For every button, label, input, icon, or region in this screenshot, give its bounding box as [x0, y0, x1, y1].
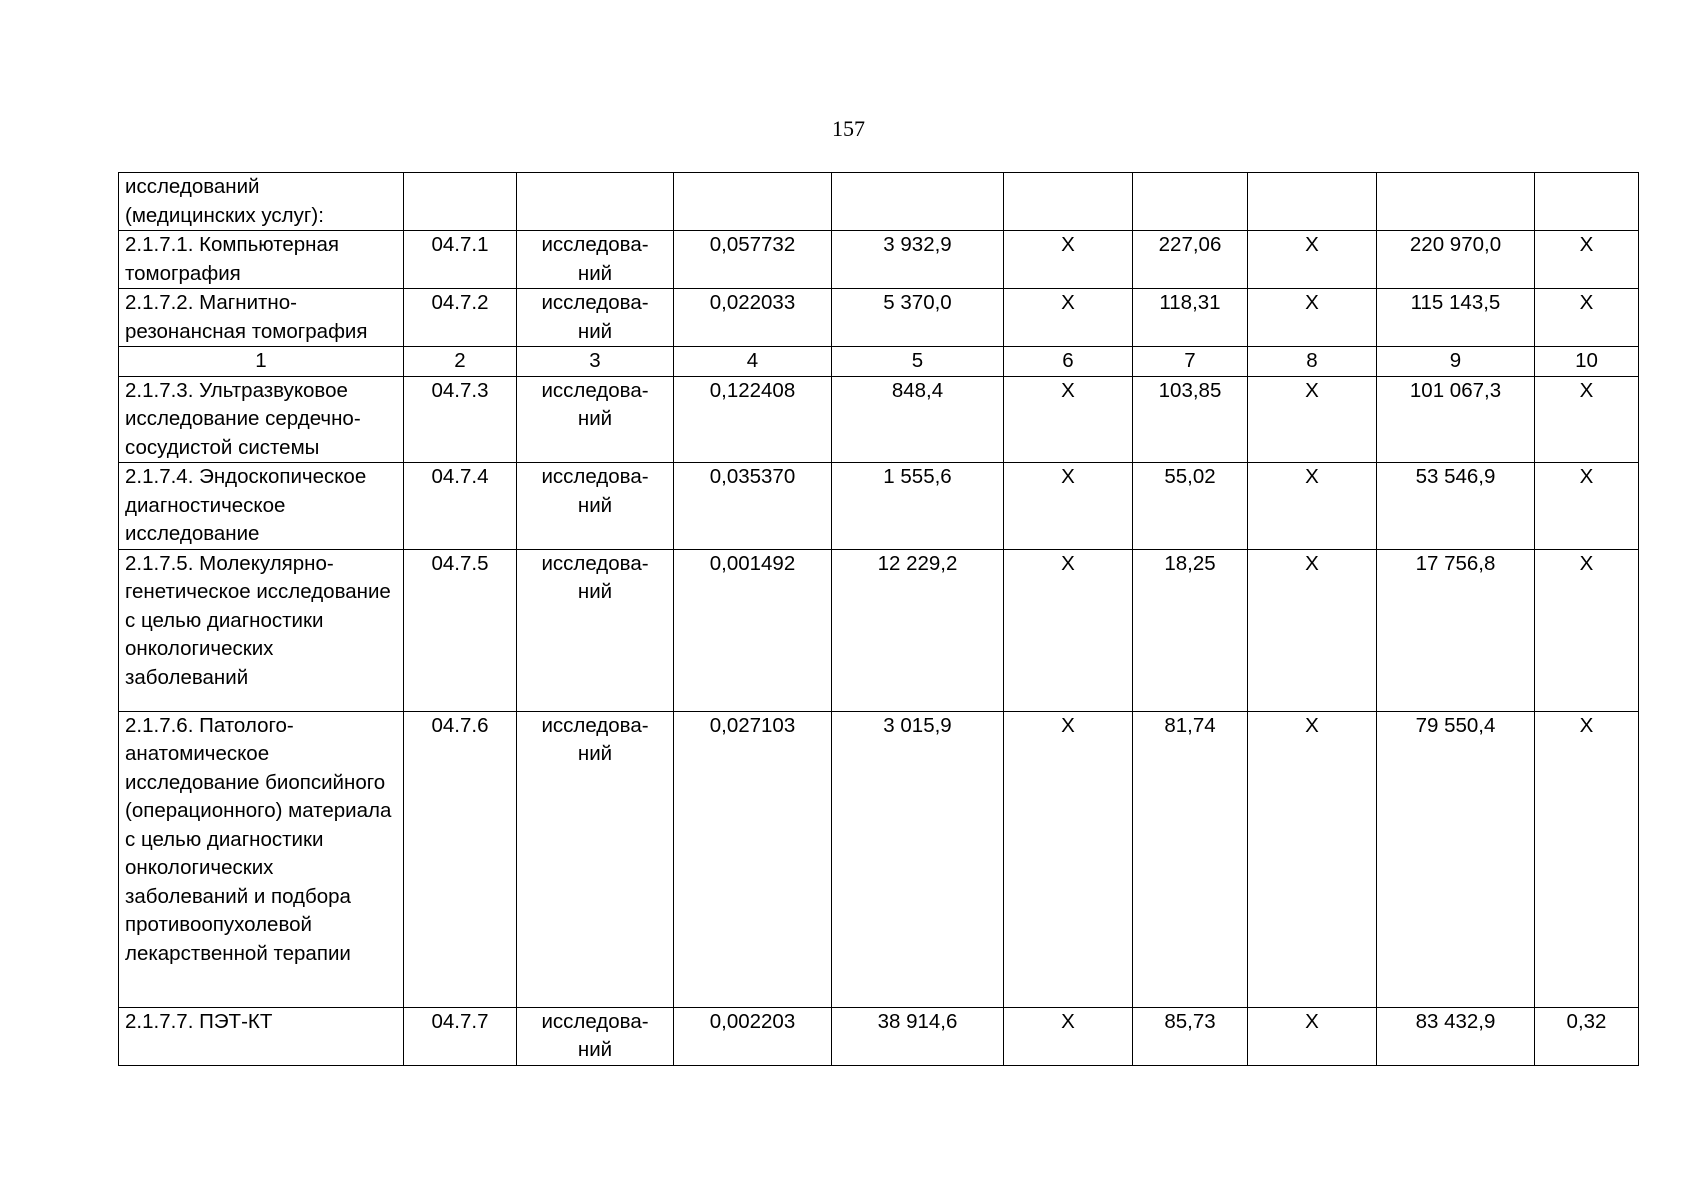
cell-text: 2.1.7.3. Ультразвуковое исследование сердечно-сосудистой системы — [125, 378, 361, 459]
continuation-row-col-7-cell — [1133, 173, 1248, 231]
table-row-col-6-cell — [1004, 1007, 1133, 1065]
continuation-row-col-10-cell — [1535, 173, 1639, 231]
cell-text: исследова- — [541, 291, 649, 314]
cell-text: 3 — [589, 349, 601, 372]
cell-text: ний — [577, 319, 613, 343]
cell-text: 2.1.7.6. Патолого-анатомическое исследование биопсийного (операционного) материала с целью диагностики онкологических заболеваний и подбора противоопухолевой лекарственной терапии — [125, 713, 392, 965]
cell-text: 04.7.2 — [431, 291, 489, 314]
table-row-col-10-cell — [1535, 231, 1639, 289]
cell-text: 10 — [1575, 349, 1598, 372]
table-row-unit-cell — [517, 711, 674, 1007]
table-row-unit-cell — [517, 231, 674, 289]
cell-text: исследова- — [541, 713, 649, 737]
table-row-cost-per-unit-cell — [832, 231, 1004, 289]
table-row-cost-per-unit-cell — [832, 711, 1004, 1007]
cell-text: 2.1.7.7. ПЭТ-КТ — [125, 1009, 273, 1033]
table-row-col-7-cell — [1133, 463, 1248, 550]
table-body — [119, 173, 1639, 1066]
cell-text: X — [1061, 233, 1075, 256]
table-row-norm-volume-cell — [674, 549, 832, 711]
table-row-col-7-cell — [1133, 376, 1248, 463]
cell-text: 83 432,9 — [1415, 1009, 1496, 1033]
column-number-row-col-6-cell — [1004, 347, 1133, 377]
table-row — [119, 549, 1639, 711]
cell-text: 04.7.5 — [431, 551, 489, 575]
table-row-col-8-cell — [1248, 711, 1377, 1007]
column-number-row-col-10-cell — [1535, 347, 1639, 377]
cell-text: (медицинских услуг): — [125, 203, 324, 227]
cell-text: 53 546,9 — [1415, 465, 1496, 488]
table-row — [119, 376, 1639, 463]
cell-text: 220 970,0 — [1409, 233, 1502, 256]
table-row — [119, 463, 1639, 550]
cell-text: 04.7.4 — [431, 465, 489, 488]
table-row-unit-cell — [517, 376, 674, 463]
table-row-col-7-cell — [1133, 231, 1248, 289]
table-row-row-code-cell — [404, 289, 517, 347]
cell-text: ний — [577, 493, 613, 517]
cell-text: 115 143,5 — [1410, 291, 1501, 314]
table-row-col-8-cell — [1248, 289, 1377, 347]
cell-text: 2.1.7.2. Магнитно-резонансная томография — [125, 291, 368, 343]
table-row-row-code-cell — [404, 376, 517, 463]
cell-text: 0,027103 — [709, 713, 796, 737]
column-number-row-col-7-cell — [1133, 347, 1248, 377]
cell-text: 101 067,3 — [1409, 378, 1502, 402]
table-row-col-6-cell — [1004, 376, 1133, 463]
cell-text: 1 555,6 — [883, 465, 952, 488]
cell-text: X — [1579, 233, 1594, 256]
continuation-row-col-9-cell — [1377, 173, 1535, 231]
cell-text: 9 — [1449, 349, 1462, 372]
cell-text: ний — [577, 261, 613, 285]
table-row-col-8-cell — [1248, 463, 1377, 550]
column-number-row-service-name-cell — [119, 347, 404, 377]
column-number-row-unit-cell — [517, 347, 674, 377]
table-row-col-8-cell — [1248, 1007, 1377, 1065]
cell-text: 38 914,6 — [877, 1009, 958, 1033]
continuation-row-row-code-cell — [404, 173, 517, 231]
cell-text: X — [1305, 551, 1319, 575]
column-number-row-col-8-cell — [1248, 347, 1377, 377]
services-table — [118, 172, 1639, 1066]
continuation-row-col-8-cell — [1248, 173, 1377, 231]
table-row-col-7-cell — [1133, 711, 1248, 1007]
table-row — [119, 711, 1639, 1007]
continuation-row-service-name-cell — [119, 173, 404, 231]
table-row-row-code-cell — [404, 463, 517, 550]
cell-text: 1 — [255, 349, 267, 372]
cell-text: X — [1579, 465, 1594, 488]
table-row-col-6-cell — [1004, 289, 1133, 347]
cell-text: 79 550,4 — [1415, 713, 1496, 737]
cell-text: 0,32 — [1566, 1009, 1607, 1033]
table-row-service-name-cell — [119, 1007, 404, 1065]
cell-text: 0,022033 — [709, 291, 796, 314]
table-row-service-name-cell — [119, 376, 404, 463]
table-row-col-10-cell — [1535, 1007, 1639, 1065]
table-row-col-7-cell — [1133, 549, 1248, 711]
table-row-unit-cell — [517, 289, 674, 347]
table-row-col-10-cell — [1535, 376, 1639, 463]
table-row-col-8-cell — [1248, 376, 1377, 463]
column-number-row-norm-volume-cell — [674, 347, 832, 377]
cell-text: X — [1061, 713, 1075, 737]
table-row-norm-volume-cell — [674, 463, 832, 550]
cell-text: X — [1305, 713, 1319, 737]
column-number-row-cost-per-unit-cell — [832, 347, 1004, 377]
table-row — [119, 1007, 1639, 1065]
table-row — [119, 231, 1639, 289]
cell-text: X — [1579, 551, 1594, 575]
table-row-unit-cell — [517, 549, 674, 711]
cell-text: 12 229,2 — [877, 551, 958, 575]
table-row-service-name-cell — [119, 549, 404, 711]
table-row-col-9-cell — [1377, 231, 1535, 289]
table-row-col-9-cell — [1377, 1007, 1535, 1065]
cell-text: исследова- — [541, 233, 649, 256]
table-row-col-10-cell — [1535, 463, 1639, 550]
table-row-cost-per-unit-cell — [832, 549, 1004, 711]
cell-text: X — [1305, 233, 1319, 256]
table-row-cost-per-unit-cell — [832, 463, 1004, 550]
cell-text: 5 370,0 — [883, 291, 952, 314]
cell-text: 848,4 — [891, 378, 944, 402]
cell-text: 5 — [911, 349, 924, 372]
table-row-norm-volume-cell — [674, 289, 832, 347]
table-row-col-10-cell — [1535, 711, 1639, 1007]
table-row-col-6-cell — [1004, 711, 1133, 1007]
cell-text: X — [1061, 551, 1075, 575]
cell-text: 04.7.3 — [431, 378, 489, 402]
table-row-service-name-cell — [119, 231, 404, 289]
table-row-col-7-cell — [1133, 289, 1248, 347]
table-row-col-6-cell — [1004, 549, 1133, 711]
continuation-row-unit-cell — [517, 173, 674, 231]
cell-text: 17 756,8 — [1415, 551, 1496, 575]
continuation-row-cost-per-unit-cell — [832, 173, 1004, 231]
cell-text: X — [1305, 291, 1319, 314]
cell-text: X — [1305, 378, 1319, 402]
table-row-row-code-cell — [404, 549, 517, 711]
table-row-norm-volume-cell — [674, 711, 832, 1007]
cell-text: X — [1579, 378, 1594, 402]
table-row-col-10-cell — [1535, 289, 1639, 347]
cell-text: 0,035370 — [709, 465, 796, 488]
cell-text: 81,74 — [1164, 713, 1216, 737]
table-row-service-name-cell — [119, 289, 404, 347]
table-row-col-9-cell — [1377, 376, 1535, 463]
cell-text: ний — [577, 742, 613, 765]
cell-text: исследова- — [541, 378, 649, 402]
cell-text: ний — [577, 407, 613, 430]
continuation-row-col-6-cell — [1004, 173, 1133, 231]
table-row-row-code-cell — [404, 711, 517, 1007]
cell-text: 55,02 — [1164, 465, 1216, 488]
page-number: 157 — [832, 116, 865, 141]
table-row — [119, 289, 1639, 347]
cell-text: 227,06 — [1158, 233, 1222, 256]
cell-text: X — [1061, 1009, 1075, 1033]
cell-text: X — [1061, 378, 1075, 402]
cell-text: 0,057732 — [709, 233, 796, 256]
table-row-unit-cell — [517, 463, 674, 550]
table-row-col-9-cell — [1377, 463, 1535, 550]
cell-text: 2 — [454, 349, 466, 372]
cell-text: 04.7.7 — [431, 1009, 489, 1033]
cell-text: 3 932,9 — [883, 233, 952, 256]
table-row-service-name-cell — [119, 711, 404, 1007]
table-row-service-name-cell — [119, 463, 404, 550]
cell-text: 7 — [1184, 349, 1196, 372]
cell-text: 2.1.7.4. Эндоскопическое диагностическое исследование — [125, 465, 367, 545]
cell-text: 0,002203 — [709, 1009, 796, 1033]
cell-text: X — [1579, 291, 1594, 314]
table-row-col-8-cell — [1248, 549, 1377, 711]
cell-text: исследова- — [541, 465, 649, 488]
table-row-col-8-cell — [1248, 231, 1377, 289]
cell-text: ний — [577, 580, 613, 603]
cell-text: исследова- — [541, 1009, 649, 1033]
cell-text: 3 015,9 — [883, 713, 952, 737]
cell-text: 2.1.7.1. Компьютерная томография — [125, 233, 340, 285]
table-row-col-9-cell — [1377, 711, 1535, 1007]
continuation-row — [119, 173, 1639, 231]
table-row-row-code-cell — [404, 1007, 517, 1065]
table-row-norm-volume-cell — [674, 1007, 832, 1065]
cell-text: 04.7.6 — [431, 713, 489, 737]
column-number-row-col-9-cell — [1377, 347, 1535, 377]
table-row-cost-per-unit-cell — [832, 1007, 1004, 1065]
table-row-col-10-cell — [1535, 549, 1639, 711]
table-row-cost-per-unit-cell — [832, 289, 1004, 347]
column-number-row — [119, 347, 1639, 377]
cell-text: 0,122408 — [709, 378, 796, 402]
cell-text: 118,31 — [1159, 291, 1221, 314]
table-row-row-code-cell — [404, 231, 517, 289]
table-row-col-6-cell — [1004, 231, 1133, 289]
cell-text: X — [1305, 465, 1319, 488]
cell-text: 8 — [1306, 349, 1318, 372]
cell-text: 04.7.1 — [431, 233, 489, 256]
table-row-col-9-cell — [1377, 289, 1535, 347]
cell-text: исследова- — [541, 551, 649, 575]
cell-text: X — [1061, 465, 1075, 488]
cell-text: 2.1.7.5. Молекулярно-генетическое исследование с целью диагностики онкологических заболеваний — [125, 551, 391, 689]
table-row-norm-volume-cell — [674, 376, 832, 463]
table-row-col-7-cell — [1133, 1007, 1248, 1065]
cell-text: X — [1061, 291, 1075, 314]
cell-text: X — [1305, 1009, 1319, 1033]
cell-text: ний — [577, 1038, 613, 1061]
continuation-row-norm-volume-cell — [674, 173, 832, 231]
table-row-col-9-cell — [1377, 549, 1535, 711]
cell-text: исследований — [125, 175, 260, 198]
cell-text: 6 — [1062, 349, 1074, 372]
cell-text: 4 — [746, 349, 759, 372]
table-row-norm-volume-cell — [674, 231, 832, 289]
table-row-col-6-cell — [1004, 463, 1133, 550]
cell-text: 103,85 — [1158, 378, 1222, 402]
cell-text: 18,25 — [1164, 551, 1216, 575]
cell-text: 0,001492 — [709, 551, 796, 575]
cell-text: 85,73 — [1164, 1009, 1216, 1033]
table-row-unit-cell — [517, 1007, 674, 1065]
table-row-cost-per-unit-cell — [832, 376, 1004, 463]
cell-text: X — [1579, 713, 1594, 737]
column-number-row-row-code-cell — [404, 347, 517, 377]
